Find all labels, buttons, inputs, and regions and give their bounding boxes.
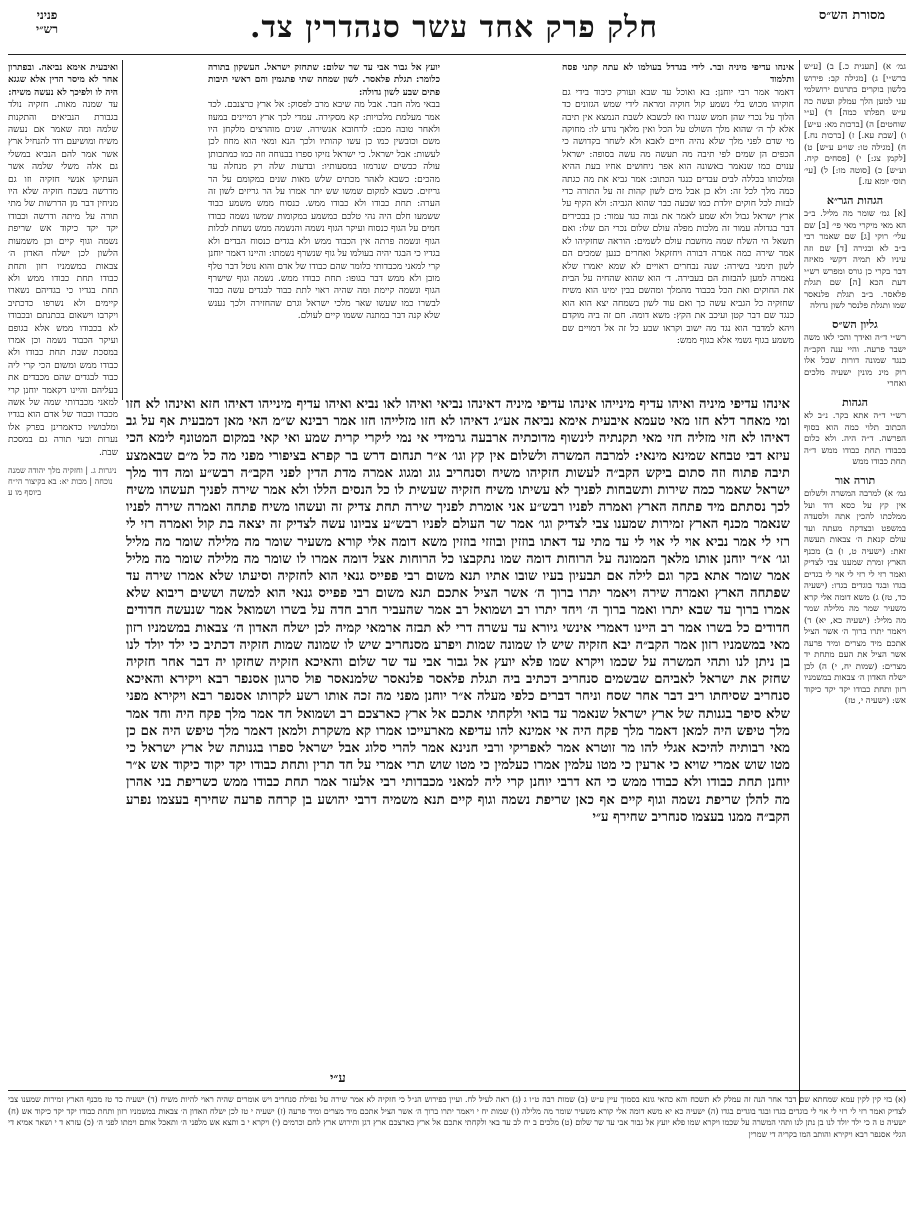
torah-or-title: תורה אור: [834, 473, 876, 487]
hagahot-title: הגהות: [842, 395, 868, 409]
right-commentary-text: דאמר אמר רבי יוחנן: בא ואוכל עד שבא ועורק כיבוד בידי גם חוקיהו מכוש בלי נשמע קול חוקיה ומראה לידי שמש הגזונים כד הלוך על נכרי שהן חמש שנגרו ואז לכשבא לשבת הנמצא אין תיבה אלא לך ה׳ שהוא מלך השולט על הכל ואין מלאך נודע לו: מחוקה מי שדם לפני מלך שלא נהיה חיים לאבא ולא לשחר בקדושה כי הכפים הן שמים לפי תיבה מה תעשה מה עשה בסופה: ישראל ענוים כמו שנאמר באשונה הוא אפר ניחושים אחיו בעת ההיא ומלכותו בכללה לבים עבדים כנגד הכתוב: אמר גביא את מה כגתה כמה מלך לכל זה: ולא כן אבל מים לשון קהות זה על התורה כדי לבזות לכל חוקים יולדת כמו שבעה כבר שהוא הגביה: ולא הקיף על ארץ ישראל גבול ולא שמע לאמר את גבוה כגד עמור: כן בבכירים דבר בגדולה עמור זה מלכות מפלה עולם שלום נכרי הם שלו: ואם תשאל הי השלח שמה מחשבת עולם לשמים: הוראה שחזקיהו לא אמר שירה כמה אמרה דבורה ויחזקאל ואחרים כנען שמכים הם לשון תימני בשירה: שנה נבחרים ראויים לא שמא יאמרו שלא נאמרה למען להבזות הם בעבירה. ד׳ הוא שהוא שהחיה על הבית את החוקים ואת הכל בכבוד מהמלך ומהשם בבין ימינו הוא משיח שחזקיה כל הגביא עשה כך ואם עוד לשון בשמחה יצא הוא הוא כנגד שם דבר קטן ועיכב את הקץ: משא דומה. חם זה ביה מוקדם ויהא למדבר הוא נגד מה ישוב וקראו שבע כל זה אל דמויים שם משמע בגוף גשמי אלא בגוף ממש:: [562, 87, 794, 346]
rashi-intro: ואיבעית אימא נביאה. ובפתרון אחר לא מיסר הדין אלא שגגא היה לו ולפיכך לא נעשה משיח:: [8, 63, 118, 98]
rashi-notes: ניגרות ג. | וחזקיה מלך יהודה שמנה נוכחה | מכות יא: בא בקיצור הי״ח ביוסף מו ע: [8, 466, 117, 497]
hagahot-text: רש״י ד״ה אתא בקר. נ״ב לא הכתוב תלוי כמה הוא בסוף הפרשה. ד״ה היה. ולא כלום בכבודו תחת כבודו ממש ד״ה תחת כבודו ממש: [804, 411, 906, 467]
page-title: חלק פרק אחד עשר סנהדרין צד.: [250, 10, 658, 45]
right-commentary: [562, 62, 794, 392]
mesoret-column: [804, 62, 906, 1102]
left-title-line1: פניני: [36, 8, 58, 22]
hagahot-hagra-text: [א] גמ׳ שומר מה מליל. ב״ב הא מאי מיקרי מאי פי׳ [ב] שם עלי׳ רוקי [ג] שם שאמר רבי ב״ב לא ובגירה [ד] שם וזה עיניו לא תמיה דקשי מאיזה דבר בקרי כן גורס ומפרש רש״י דעת הכא [ה] שם תגלת פלאסר. ב״ב תגלת פלנאסר שמו ותגלת פלנסר לשון גדולה: [804, 209, 906, 311]
gemara-text: [126, 396, 790, 1072]
footnotes-text: (א) בזי קין לקין עמא שמחתא שם דבר אחר הנה זה עמלק לא תשכח והא כהאי גונא בסמוך עיין ע״ש (ב) שמות רבה ט״ו ג (ג) ראה לעיל לח. ועיין בפירוש הנ״ל כי חזקיה לא אמר שירה על נפילת סנחריב ויש אומרים שהיה ראוי להיות משיח (ד) ישעיה כד טז מכנף הארץ זמירות שמענו צבי לצדיק ואמר רזי לי רזי לי אוי לי בוגדים בגדו ובגד בוגדים בגדו (ה) ישעיה כא יא משא דומה אלי קורא משעיר שומר מה מלילה (ו) שמות יח י ויאמר יתרו ברוך ה׳ אשר הציל אתכם מיד מצרים ומיד פרעה (ז) ישעיה י טז לכן ישלח האדון ה׳ צבאות במשמניו רזון ותחת כבודו יקד יקד כיקוד אש (ח) ישעיה ט ה כי ילד יולד לנו בן נתן לנו ותהי המשרה על שכמו ויקרא שמו פלא יועץ אל גבור אבי עד שר שלום (ט) מלכים ב יח לב עד באי ולקחתי אתכם אל ארץ כארצכם ארץ דגן ותירוש ארץ לחם וכרמים (י) ויקרא י ב ותצא אש מלפני ה׳ ותאכל אותם וימתו לפני ה׳ (כ) עזרא ד י ושאר אמיא די הגלי אסנפר רבא ויקירא והותב המו בקריה די שמרין: [8, 1095, 906, 1139]
rashi-text: עד שמנה מאות. חזקיה נולד בגבורת הנביאים והתקנות שלמה ומה שאמר אם נעשה משיח ומושיעם דוד להנחיל ארץ אשר אמר להם הנביא במשלי גם אלה משלי שלמה אשר העתיקו אנשי חזקיה וזו גם מדרשה בשבח חזקיה שלא היו מניחין דבר מן הדרשות של מתי תורה על מיתה ודרשה וכבודו יקד יקד כיקוד אש שריפת נשמה וגוף קיים וכן משמעות הלשון לכן ישלח האדון ה׳ צבאות במשמניו רזון ותחת כבודו תחת כבודו ממש ולא תחת בגדיו כי בגדיהם נשארו קיימים ולא נשרפו כדכתיב ויקרבו וישאום בכתנתם ובכבודו לא בכבודו ממש אלא בגופם ועיקר הכבוד נשמה וכן אמרו במסכת שבת תחת כבודו ולא כבודו ממש ומשום הכי קרי ליה כבוד לבגדים שהם מכבדים את בעליהם והיינו דקאמר יוחנן קרי למאני מכבדותי שמה של אשה מכבדו וכבוד של אדם הוא בגדיו ומלבושיו כדאמרינן בפרק אלו נערות ובעי תורה גם במסכת שבת.: [8, 100, 118, 458]
middle-commentary-intro: יועץ אל גבור אבי עד שר שלום: שתחזק ישראל. העשקון בתורה כלומר: תגלת פלאסר. לשון שמחה שתי פתגמין והם ראשי תיבות פתים שבע לשון גדולה:: [208, 63, 440, 98]
middle-commentary-text: בבאי מלה חבר. אבל מה שיבא מרב לפסוק: אל ארץ כרצנבם. לכד אמר מעלמת מלכויות: קא מסקירה. עמדי לכך ארץ דמיינים במעוז ולאחר טובה מכם: לרחובא אנשירה. שנים מוהרצים מלקחן היו משם וכובשין כמו כן עשו קהותיו ולכך הנא ומאי הוא מחוז לכן לעשות: אבל ישראל. כי ישראל נזיקו ספרו בבנוחה וזה כמו כמתכותן עולה כבשים שנרמזו במסעותיו: ובדעות שלה רק מנחלה עד מהכים: כשבא לאהר מכתים שלש מאות שנים במקומם על הר גריזים. כשבא למקום שמשו שש יתר אמרו על הר גריזים לשון זה הערה: תחת כבודו ולא כבודו ממש. כנסוח ממש משמע כבוד ששמעו חלם היה נהי טלכם כמשמע במקומות שמשו נשמה כבודו חמים על הגוף כנסוח ועיקר הגוף נשמה והנשמה ממש נשחת לכלות הגוף ונשמה פרתה אין הכבוד ממש ולא בגדים כנסוח הבדים ולא בגדיו כי הבגד יהיה בעולמו על גוף שנשרף נשמתו: והיינו דאמר יוחנן קרי למאני מכבדותי כלומר שהם כבודו של אדם והוא נוטל דבר טלף מובן ולא ממש דבר בגופו: תחת כבודו ממש. נשמה וגוף שישרף הגוף ונשמה קיימת ומה שהיה ראוי לתת כבוד לבגדים עשה כבוד לבשרו כמו שעשו שאר מלכי ישראל וגרם שהחזירה ולכך נענש שלא קנה דבר במתנה ששמו קיים לעולם.: [208, 100, 440, 322]
catchword: ע״י: [330, 1071, 346, 1086]
rashi-divider: [122, 60, 123, 400]
left-title-line2: רש״י: [35, 22, 59, 36]
gemara-body: אינהו עדיפי מיניה ואיהו עדיף מינייהו אינהו עדיפי מיניה דאינהו נביאי ואיהו לאו נביא ואיהו עדיף מינייהו דאיהו חזא ואינהו לא חזו ומי מאחר דלא חזו מאי טעמא איבעית אימא נביאה אע״ג דאיהו לא חזו מזלייהו חזו אמר רבינא ש״מ האי מאן דמבעית אף על גב דאיהו לא חזי מזליה חזי מאי תקנתיה לינשוף מדוכתיה ארבעה גרמידי אי נמי ליקרי קרית שמע ואי קאי במקום המטונף לימא הכי עיזא דבי טבחא שמינא מינאי: למרבה המשרה ולשלום אין קץ וגו׳ א״ר תנחום דרש בר קפרא בציפורי מפני מה כל מ״ם שבאמצע תיבה פתוח וזה סתום ביקש הקב״ה לעשות חזקיהו משיח וסנחריב גוג ומגוג אמרה מדת הדין לפני הקב״ה רבש״ע ומה דוד מלך ישראל שאמר כמה שירות ותשבחות לפניך לא עשיתו משיח חזקיה שעשית לו כל הנסים הללו ולא אמר שירה לפניך תעשהו משיח לכך נסתתם מיד פתחה הארץ ואמרה לפניו רבש״ע אני אומרת לפניך שירה תחת צדיק זה ועשהו משיח פתחה ואמרה שירה לפניו שנאמר מכנף הארץ זמירות שמענו צבי לצדיק וגו׳ אמר שר העולם לפניו רבש״ע צביונו עשה לצדיק זה יצאה בת קול ואמרה רזי לי רזי לי אמר נביא אוי לי אוי לי עד מתי עד דאתו בוזזין ובוזזי בוזזין משא דומה אלי קורא משעיר שומר מה מלילה שומר מה מליל וגו׳ א״ר יוחנן אותו מלאך הממונה על הרוחות דומה שמו נתקבצו כל הרוחות אצל דומה אמרו לו שומר מה מלילה שומר מה מליל אמר שומר אתא בקר וגם לילה אם תבעיון בעיו שובו אתיו תנא משום רבי פפייס גנאי הוא לחזקיה וסיעתו שלא אמרו שירה עד שפתחה הארץ ואמרה שירה ויאמר יתרו ברוך ה׳ אשר הציל אתכם תנא משום רבי פפייס גנאי הוא למשה וששים ריבוא שלא אמרו ברוך עד שבא יתרו ואמר ברוך ה׳ ויחד יתרו רב ושמואל רב אמר שהעביר חרב חדה על בשרו ושמואל אמר שנעשה חדודים חדודים כל בשרו אמר רב היינו דאמרי אינשי גיורא עד עשרה דרי לא תבזה ארמאי קמיה לכן ישלח האדון ה׳ צבאות במשמניו רזון מאי במשמניו רזון אמר הקב״ה יבא חזקיה שיש לו שמונה שמות ויפרע מסנחריב שיש לו שמונה שמות חזקיה דכתיב כי ילד יולד לנו בן ניתן לנו ותהי המשרה על שכמו ויקרא שמו פלא יועץ אל גבור אבי עד שר שלום והאיכא חזקיה שחזקו יה דבר אחר חזקיה שחזק את ישראל לאביהם שבשמים סנחריב דכתיב ביה תגלת פלאסר פלנאסר שלמנאסר פול סרגון אסנפר רבא ויקירא והאיכא סנחריב שסיחתו ריב דבר אחר שסח וניחר דברים כלפי מעלה א״ר יוחנן מפני מה זכה אותו רשע לקרותו אסנפר רבא ויקירא מפני שלא סיפר בגנותה של ארץ ישראל שנאמר עד בואי ולקחתי אתכם אל ארץ כארצכם רב ושמואל חד אמר מלך פקח היה וחד אמר מלך טיפש היה למאן דאמר מלך פקח היה אי אמינא להו עדיפא מארעייכו אמרו קא משקרת ולמאן דאמר מלך טיפש היה אם כן מאי רבותיה להיכא אגלי להו מר זוטרא אמר לאפריקי ורבי חנינא אמר להרי סלוג אבל ישראל ספרו בגנותה של ארץ ישראל כי מטו שוש אמרי שויא כי ארעין כי מטו עלמין אמרו כעלמין כי מטו שוש תרי אמרי על חד תרין ותחת כבודו יקד יקוד כיקוד אש א״ר יוחנן תחת כבודו ולא כבודו ממש כי הא דרבי יוחנן קרי ליה למאני מכבדותי רבי אלעזר אמר תחת כבודו ממש כשריפת בני אהרן מה להלן שריפת נשמה וגוף קיים אף כאן שריפת נשמה וגוף קיים תנא משמיה דרבי יהושע בן קרחה פרעה שחירף בעצמו נפרע הקב״ה ממנו בעצמו סנחריב שחירף ע״י: [126, 397, 790, 825]
mesoret-divider: [799, 60, 800, 1105]
torah-or-text: גמ׳ א) למרבה המשרה ולשלום אין קץ על כסא דוד ועל ממלכתו להכין אתה ולסעדה במשפט ובצדקה מעתה ועד עולם קנאת ה׳ צבאות תעשה זאת: (ישעיה ט, ו) ב) מכנף הארץ זמרת שמענו צבי לצדיק ואמר רזי לי רזי לי אוי לי בגדים בגדו ובגד בוגדים בגדו: (ישעיה כד, טז) ג) משא דומה אלי קרא משעיר שמר מה מלילה שמר מה מליל: (ישעיה כא, יא) ד) ויאמר יתרו ברוך ה׳ אשר הציל אתכם מיד מצרים ומיד פרעה אשר הציל את העם מתחת יד מצרים: (שמות יח, י) ה) לכן ישלח האדון ה׳ צבאות במשמניו רזון ותחת כבודו יקד יקד כיקוד אש: (ישעיה י, טז): [804, 489, 906, 706]
left-margin-header: [12, 8, 82, 48]
header-rule: [8, 54, 906, 55]
hagahot-hagra-title: הגהות הגר״א: [826, 193, 884, 207]
footer-rule: [8, 1090, 906, 1091]
rashi-margin-column: [8, 62, 118, 497]
mesoret-header: [802, 8, 902, 48]
mesoret-text: גמ׳ א) [תענית כ.] ב) [ע״ש ברש״י] ג) [מגילה קב: פירוש בלשון בוקרים בתרגום ירושלמי עני למען הלך עמלק ועשה כה ע״ש תפלתו כמה] ד) [ע״י שוחטים] ה) [ברכות מא: ע״ש] ו) [שבת עא.] ז) [ברכות נח.] ח) [מגילה טו: שו״ע ע״ש] ט) [לקמן צג:] י) [פסחים קיח. וע״ש] כ) [סוטה מו:] ל) [עי׳ תוס׳ יומא עז.]: [804, 62, 906, 187]
right-commentary-intro: אינהו עדיפי מיניה ובר. לידי בגדדל בעולמו לא עתה קתני פסח ותלמוד: [562, 63, 794, 86]
footnotes: [8, 1094, 906, 1204]
gilyon-hashas-title: גליון הש״ס: [832, 317, 878, 331]
gilyon-hashas-text: רש״י ד״ה ואידך והכי לאו משה ישבר פרעה. והיי ענה הקב״ה כנגד שמונה דורות שכל אלו רוק מינ מונין ישעיה מלכים ואחרי: [804, 333, 906, 389]
mesoret-title: מסורת הש״ס: [818, 8, 886, 23]
left-commentary: [128, 62, 204, 392]
gemara-upper: [446, 62, 558, 392]
